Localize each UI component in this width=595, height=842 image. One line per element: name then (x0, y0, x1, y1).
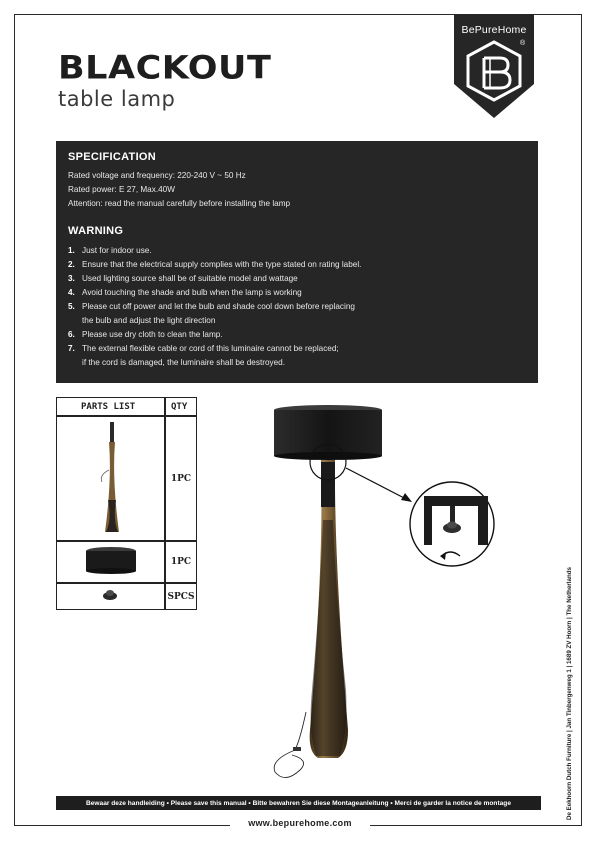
warning-item: 6. Please use dry cloth to clean the lamp. (68, 330, 223, 339)
warning-item-continued: if the cord is damaged, the luminaire shall be destroyed. (82, 358, 285, 367)
lamp-base-image (87, 420, 137, 538)
product-title: BLACKOUT (58, 50, 272, 87)
parts-list-table (56, 397, 197, 610)
warning-item: 5. Please cut off power and let the bulb and shade cool down before replacing (68, 302, 355, 311)
socket-ring-image (101, 586, 119, 602)
registered-mark: ® (520, 40, 526, 47)
warning-heading: WARNING (68, 225, 124, 237)
warning-item: 7. The external flexible cable or cord of this luminaire cannot be replaced; (68, 344, 339, 353)
qty-socket-ring: SPCS (167, 592, 195, 602)
website-link[interactable]: www.bepurehome.com (230, 818, 370, 832)
lamp-shade-image (83, 546, 139, 576)
warning-item: 3. Used lighting source shall be of suitable model and wattage (68, 274, 298, 283)
company-address: De Eekhoorn Dutch Furniture | Jan Tinbergenweg 1 | 1689 ZV Hoorn | The Netherlands (566, 567, 573, 820)
spec-attention: Attention: read the manual carefully before installing the lamp (68, 199, 291, 208)
qty-header: QTY (171, 402, 188, 412)
brand-logo (448, 14, 540, 122)
product-subtitle: table lamp (58, 87, 176, 111)
warning-item-continued: the bulb and adjust the light direction (82, 316, 216, 325)
parts-list-header: PARTS LIST (81, 402, 136, 412)
qty-lamp-base: 1PC (170, 474, 192, 484)
qty-lamp-shade: 1PC (170, 557, 192, 567)
specification-heading: SPECIFICATION (68, 151, 157, 163)
logo-wordmark: BePureHome (461, 24, 527, 36)
specification-panel (56, 141, 538, 383)
warning-item: 1. Just for indoor use. (68, 246, 152, 255)
footer-save-manual-bar: Bewaar deze handleiding • Please save this manual • Bitte bewahren Sie diese Montageanleitung • Merci de garder la notice de montage (56, 796, 541, 810)
warning-item: 2. Ensure that the electrical supply complies with the type stated on rating label. (68, 260, 362, 269)
spec-power: Rated power: E 27, Max.40W (68, 185, 175, 194)
warning-item: 4. Avoid touching the shade and bulb when the lamp is working (68, 288, 302, 297)
spec-voltage: Rated voltage and frequency: 220-240 V ~ 50 Hz (68, 171, 246, 180)
